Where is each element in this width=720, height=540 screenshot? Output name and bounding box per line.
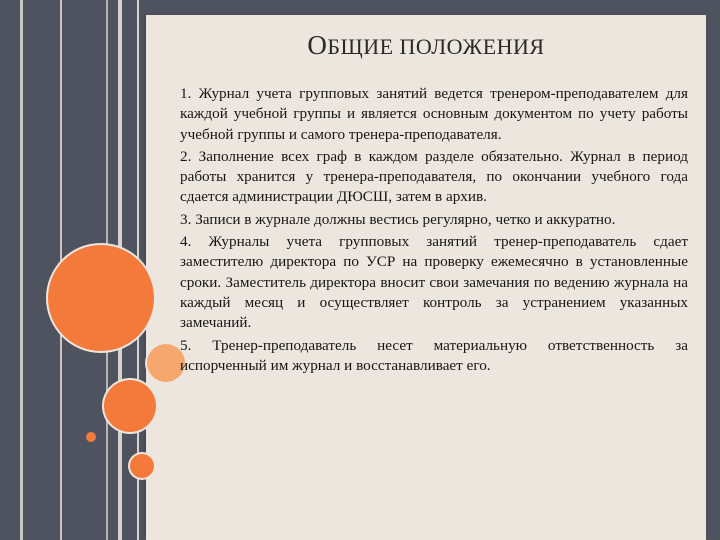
paragraph-4: 4. Журналы учета групповых занятий тренер-преподаватель сдает заместителю директора по УСР на проверку ежемесячно в установленные сроки. Заместитель директора вносит свои замечания по ведению журнала на каждый месяц и осуществляет контроль за устранением указанных замечаний.	[180, 233, 688, 332]
paragraph-5: 5. Тренер-преподаватель несет материальную ответственность за испорченный им журнал и восстанавливает его.	[180, 336, 688, 374]
decor-circle-bottom	[130, 454, 154, 478]
decor-circle-small	[104, 380, 156, 432]
paragraph-3: 3. Записи в журнале должны вестись регулярно, четко и аккуратно.	[180, 210, 616, 228]
slide-body	[180, 84, 688, 378]
paragraph-1: 1. Журнал учета групповых занятий ведется тренером-преподавателем для каждой учебной группы и является основным документом по учету работы учебной группы и самого тренера-преподавателя.	[180, 85, 688, 143]
slide-title-rest: БЩИЕ ПОЛОЖЕНИЯ	[327, 34, 545, 59]
decor-circle-tiny	[86, 432, 96, 442]
slide-title	[146, 30, 706, 61]
paragraph-2: 2. Заполнение всех граф в каждом разделе обязательно. Журнал в период работы хранится у тренера-преподавателя, по окончании учебного года сдается администрации ДЮСШ, затем в архив.	[180, 147, 688, 206]
slide-title-initial: О	[307, 30, 328, 60]
decor-circle-large	[48, 245, 154, 351]
decor-stripe-1	[20, 0, 23, 540]
